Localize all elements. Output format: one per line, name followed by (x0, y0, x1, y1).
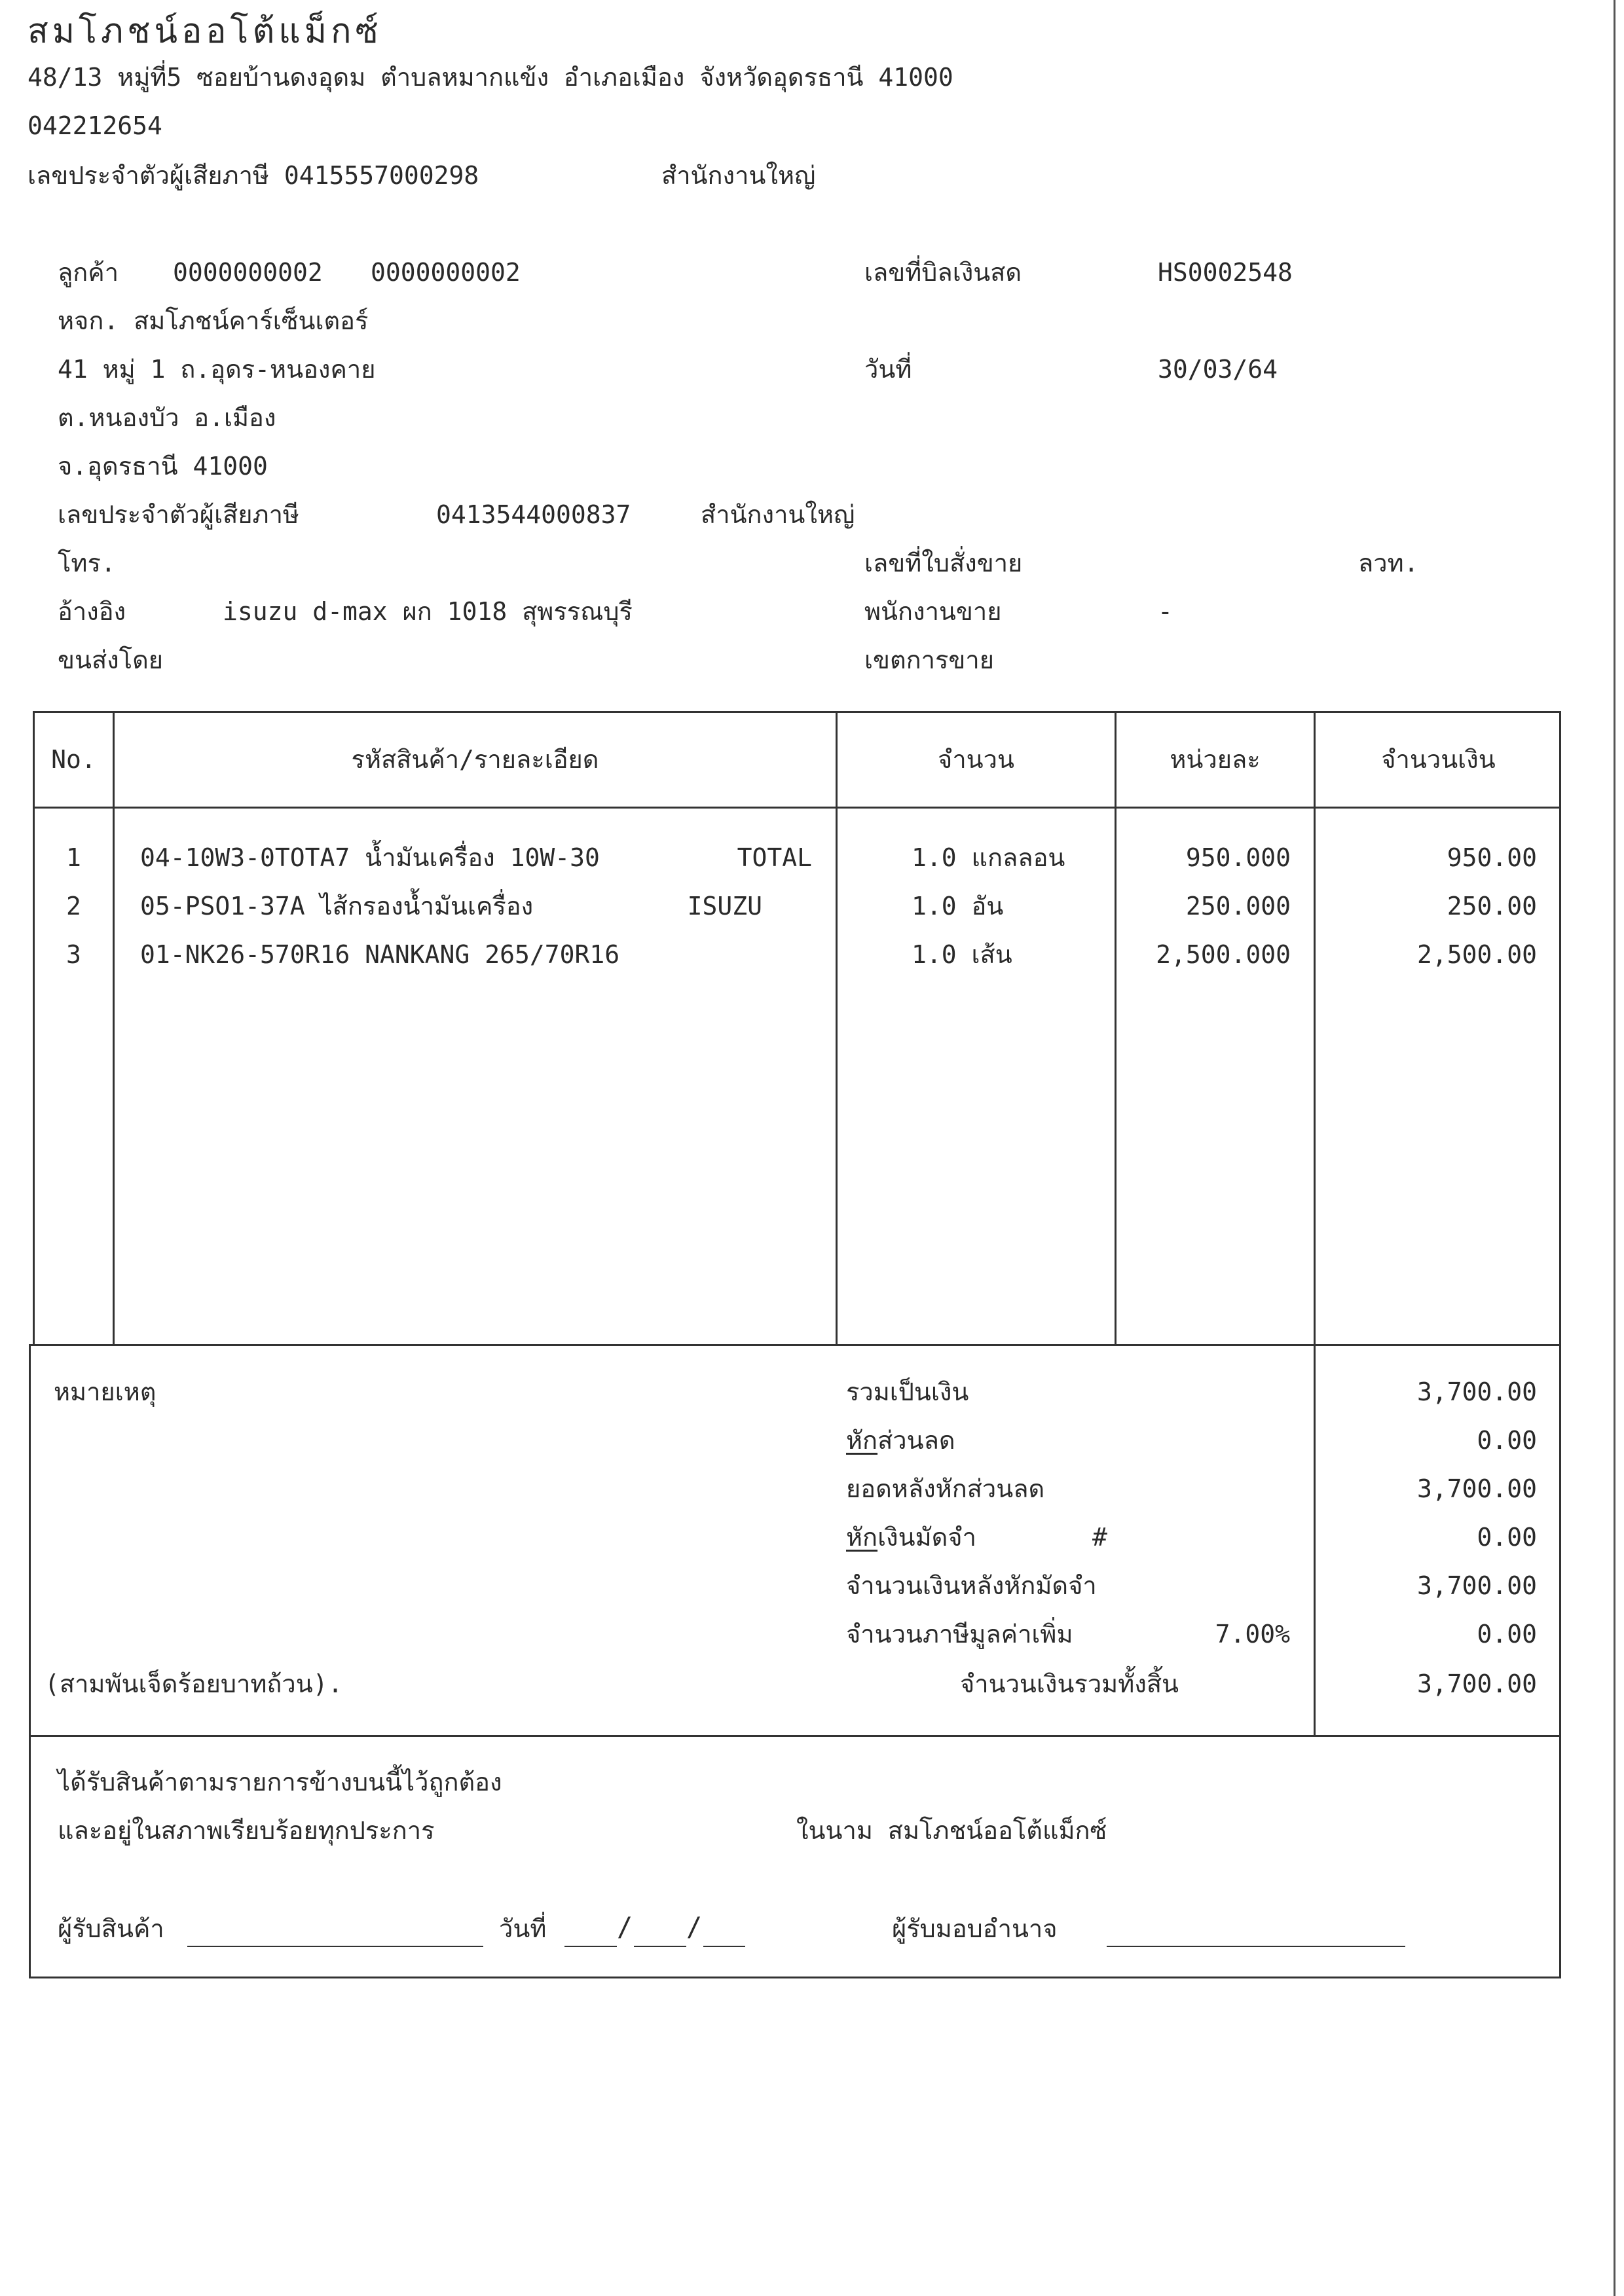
page-edge (1614, 0, 1615, 2296)
sales-order-suffix: ลวท. (1358, 549, 1419, 577)
item-description: 01-NK26-570R16 NANKANG 265/70R16 (140, 940, 620, 969)
bill-number: HS0002548 (1158, 258, 1293, 287)
item-quantity: 1.0 เส้น (912, 940, 1012, 969)
row-number: 3 (66, 940, 81, 969)
subtotal-value: 3,700.00 (1416, 1377, 1537, 1406)
received-statement-2: และอยู่ในสภาพเรียบร้อยทุกประการ (58, 1816, 435, 1845)
column-header-description: รหัสสินค้า/รายละเอียด (351, 745, 599, 774)
deposit-label-rest: เงินมัดจำ (877, 1523, 976, 1552)
after-discount-value: 3,700.00 (1416, 1474, 1537, 1503)
grand-total-value: 3,700.00 (1416, 1669, 1537, 1698)
sales-order-label: เลขที่ใบสั่งขาย (864, 549, 1023, 577)
item-amount: 2,500.00 (1416, 940, 1537, 969)
table-header-divider (33, 807, 1561, 809)
document-date: 30/03/64 (1158, 355, 1278, 384)
item-unit-price: 2,500.000 (1156, 940, 1291, 969)
row-number: 1 (66, 843, 81, 872)
customer-tax-label: เลขประจำตัวผู้เสียภาษี (58, 500, 299, 529)
after-deposit-label: จำนวนเงินหลังหักมัดจำ (846, 1571, 1097, 1600)
customer-code: 0000000002 (173, 258, 323, 287)
receipt-page: สมโภชน์ออโต้แม็กซ์ 48/13 หมู่ที่5 ซอยบ้านดงอุดม ตำบลหมากแข้ง อำเภอเมือง จังหวัดอุดรธานี 41000 042212654 เลขประจำตัวผู้เสียภาษี 0415557000298 สำนักงานใหญ่ ลูกค้า 0000000002 0000000002 หจก. สมโภชน์คาร์เซ็นเตอร์ 41 หมู่ 1 ถ.อุดร-หนองคาย ต.หนองบัว อ.เมือง จ.อุดรธานี 41000 เลขประจำตัวผู้เสียภาษี 0413544000837 สำนักงานใหญ่ โทร. อ้างอิง isuzu d-max ผก 1018 สุพรรณบุรี ขนส่งโดย เลขที่บิลเงินสด HS0002548 วันที่ 30/03/64 เลขที่ใบสั่งขาย ลวท. พนักงานขาย - เขตการขาย No. รหัสสินค้า/รายละเอียด จำนวน หน่วยละ จำนวนเงิน 1 04-10W3-0TOTA7 น้ำมันเครื่อง 10W-30 TOTAL 1.0 แกลลอน 950.000 950.00 2 05-PSO1-37A ไส้กรองน้ำมันเครื่อง ISUZU 1.0 อัน 250.000 250.00 3 01-NK26-570R16 NANKANG 265/70R16 1.0 เส้น 2,500.000 2,500.00 หมายเหตุ รวมเป็นเงิน 3,700.00 หักส่วนลด 0.00 ยอดหลังหักส่วนลด 3,700.00 หักเงินมัดจำ # 0.00 จำนวนเงินหลังหักมัดจำ 3,700.00 จำนวนภาษีมูลค่าเพิ่ม 7.00% 0.00 (สามพันเจ็ดร้อยบาทถ้วน). จำนวนเงินรวมทั้งสิ้น 3,700.00 ได้รับสินค้าตามรายการข้างบนนี้ไว้ถูกต้อง และอยู่ในสภาพเรียบร้อยทุกประการ ในนาม สมโภชน์ออโต้แม็กซ์ ผู้รับสินค้า วันที่ / / ผู้รับมอบอำนาจ (0, 0, 1624, 2296)
vat-rate: 7.00% (1215, 1620, 1290, 1649)
deposit-label-underlined: หัก (846, 1523, 878, 1552)
on-behalf-of: ในนาม สมโภชน์ออโต้แม็กซ์ (796, 1816, 1107, 1845)
sales-area-label: เขตการขาย (864, 646, 994, 674)
customer-address-2: ต.หนองบัว อ.เมือง (58, 403, 276, 432)
customer-label: ลูกค้า (58, 258, 119, 287)
company-address: 48/13 หมู่ที่5 ซอยบ้านดงอุดม ตำบลหมากแข้ง อำเภอเมือง จังหวัดอุดรธานี 41000 (28, 63, 953, 92)
company-name: สมโภชน์ออโต้แม็กซ์ (28, 12, 382, 51)
customer-tel-label: โทร. (58, 549, 116, 577)
item-brand: TOTAL (737, 843, 812, 872)
vat-value: 0.00 (1477, 1620, 1537, 1649)
received-statement-1: ได้รับสินค้าตามรายการข้างบนนี้ไว้ถูกต้อง (58, 1768, 502, 1796)
column-header-quantity: จำนวน (938, 745, 1014, 774)
customer-tax-id: 0413544000837 (436, 500, 631, 529)
customer-name: หจก. สมโภชน์คาร์เซ็นเตอร์ (58, 306, 369, 335)
discount-label-underlined: หัก (846, 1426, 878, 1455)
amount-in-words: (สามพันเจ็ดร้อยบาทถ้วน). (45, 1669, 343, 1698)
item-quantity: 1.0 แกลลอน (912, 843, 1065, 872)
item-unit-price: 950.000 (1185, 843, 1291, 872)
item-quantity: 1.0 อัน (912, 892, 1004, 920)
remark-label: หมายเหตุ (54, 1377, 157, 1406)
column-header-no: No. (51, 745, 96, 774)
deposit-mark: # (1092, 1523, 1107, 1552)
date-label: วันที่ (864, 355, 912, 384)
bill-number-label: เลขที่บิลเงินสด (864, 258, 1022, 287)
salesperson-value: - (1158, 597, 1173, 626)
company-branch: สำนักงานใหญ่ (661, 161, 816, 190)
item-brand: ISUZU (687, 892, 762, 920)
reference-label: อ้างอิง (58, 597, 126, 626)
discount-label-rest: ส่วนลด (877, 1426, 955, 1455)
vat-label: จำนวนภาษีมูลค่าเพิ่ม (846, 1620, 1073, 1649)
item-unit-price: 250.000 (1185, 892, 1291, 920)
item-amount: 250.00 (1447, 892, 1537, 920)
customer-branch: สำนักงานใหญ่ (701, 500, 855, 529)
column-header-amount: จำนวนเงิน (1381, 745, 1496, 774)
customer-address-1: 41 หมู่ 1 ถ.อุดร-หนองคาย (58, 355, 376, 384)
discount-value: 0.00 (1477, 1426, 1537, 1455)
column-header-unit-price: หน่วยละ (1170, 745, 1261, 774)
authorized-label: ผู้รับมอบอำนาจ (892, 1914, 1058, 1943)
grand-total-label: จำนวนเงินรวมทั้งสิ้น (960, 1669, 1179, 1698)
item-description: 04-10W3-0TOTA7 น้ำมันเครื่อง 10W-30 (140, 843, 600, 872)
customer-code-2: 0000000002 (371, 258, 521, 287)
date-month-line (634, 1946, 686, 1947)
company-tax-id: เลขประจำตัวผู้เสียภาษี 0415557000298 (28, 161, 479, 190)
item-amount: 950.00 (1447, 843, 1537, 872)
company-phone: 042212654 (28, 111, 162, 140)
item-description: 05-PSO1-37A ไส้กรองน้ำมันเครื่อง (140, 892, 534, 920)
row-number: 2 (66, 892, 81, 920)
authorized-signature-line (1107, 1946, 1405, 1947)
customer-address-3: จ.อุดรธานี 41000 (58, 452, 268, 481)
after-discount-label: ยอดหลังหักส่วนลด (846, 1474, 1045, 1503)
date-day-line (564, 1946, 617, 1947)
receiver-label: ผู้รับสินค้า (58, 1914, 164, 1943)
deposit-label (846, 1522, 976, 1553)
after-deposit-value: 3,700.00 (1416, 1571, 1537, 1600)
date-year-line (703, 1946, 745, 1947)
receive-date-label: วันที่ (499, 1914, 547, 1943)
deposit-value: 0.00 (1477, 1523, 1537, 1552)
discount-label (846, 1425, 955, 1456)
receiver-signature-line (187, 1946, 483, 1947)
subtotal-label: รวมเป็นเงิน (846, 1377, 969, 1406)
salesperson-label: พนักงานขาย (864, 597, 1002, 626)
reference-value: isuzu d-max ผก 1018 สุพรรณบุรี (223, 597, 633, 626)
shipping-label: ขนส่งโดย (58, 646, 164, 674)
